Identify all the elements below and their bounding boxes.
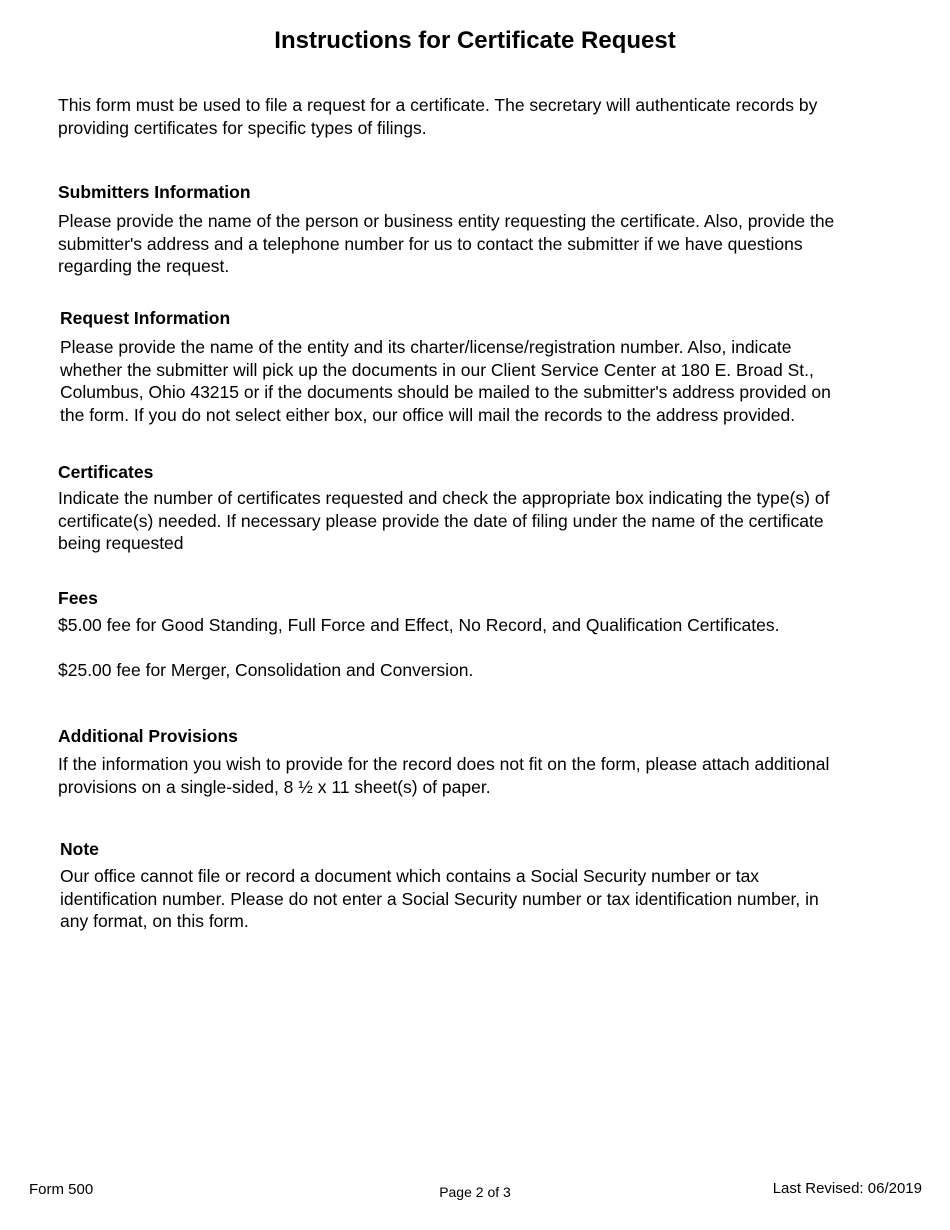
- text-line: This form must be used to file a request for a certificate. The secretary will authenticate records by: [58, 95, 818, 115]
- text-line: identification number. Please do not enter a Social Security number or tax identification number, in: [60, 888, 819, 909]
- submitters-heading: Submitters Information: [58, 182, 251, 202]
- fee-line: $25.00 fee for Merger, Consolidation and Conversion.: [58, 660, 474, 680]
- footer-last-revised: Last Revised: 06/2019: [772, 1180, 922, 1197]
- page-title: Instructions for Certificate Request: [274, 27, 676, 54]
- text-line: regarding the request.: [58, 256, 230, 276]
- text-line: Columbus, Ohio 43215 or if the documents should be mailed to the submitter's address provided on: [60, 382, 831, 402]
- text-line: providing certificates for specific types of filings.: [58, 117, 427, 138]
- text-line: submitter's address and a telephone number for us to contact the submitter if we have questions: [58, 233, 803, 254]
- text-line: any format, on this form.: [60, 911, 249, 931]
- footer-form-number: Form 500: [29, 1181, 94, 1198]
- text-line: Our office cannot file or record a document which contains a Social Security number or tax: [60, 866, 760, 886]
- text-line: Please provide the name of the entity and its charter/license/registration number. Also, indicate: [60, 337, 792, 357]
- text-line: provisions on a single-sided, 8 ½ x 11 sheet(s) of paper.: [58, 776, 491, 797]
- footer-page-number: Page 2 of 3: [439, 1184, 511, 1200]
- intro-paragraph: [58, 94, 817, 139]
- note-heading: Note: [60, 839, 99, 859]
- text-line: certificate(s) needed. If necessary please provide the date of filing under the name of the certificate: [58, 510, 824, 531]
- text-line: If the information you wish to provide for the record does not fit on the form, please attach additional: [58, 754, 830, 774]
- fees-heading: Fees: [58, 588, 98, 608]
- request-paragraph: [60, 336, 831, 426]
- text-line: whether the submitter will pick up the documents in our Client Service Center at 180 E. Broad St.,: [60, 359, 814, 380]
- additional-provisions-paragraph: [58, 753, 829, 798]
- additional-provisions-heading: Additional Provisions: [58, 726, 238, 746]
- text-line: being requested: [58, 533, 184, 553]
- request-heading: Request Information: [60, 308, 231, 328]
- submitters-paragraph: [58, 210, 834, 278]
- text-line: Indicate the number of certificates requested and check the appropriate box indicating the type(s) of: [58, 488, 830, 508]
- fee-line: $5.00 fee for Good Standing, Full Force and Effect, No Record, and Qualification Certificates.: [58, 615, 780, 635]
- certificates-heading: Certificates: [58, 462, 154, 482]
- text-line: the form. If you do not select either box, our office will mail the records to the address provided.: [60, 404, 796, 425]
- certificates-paragraph: [58, 487, 829, 555]
- text-line: Please provide the name of the person or business entity requesting the certificate. Also, provide the: [58, 211, 835, 231]
- note-paragraph: [60, 865, 819, 933]
